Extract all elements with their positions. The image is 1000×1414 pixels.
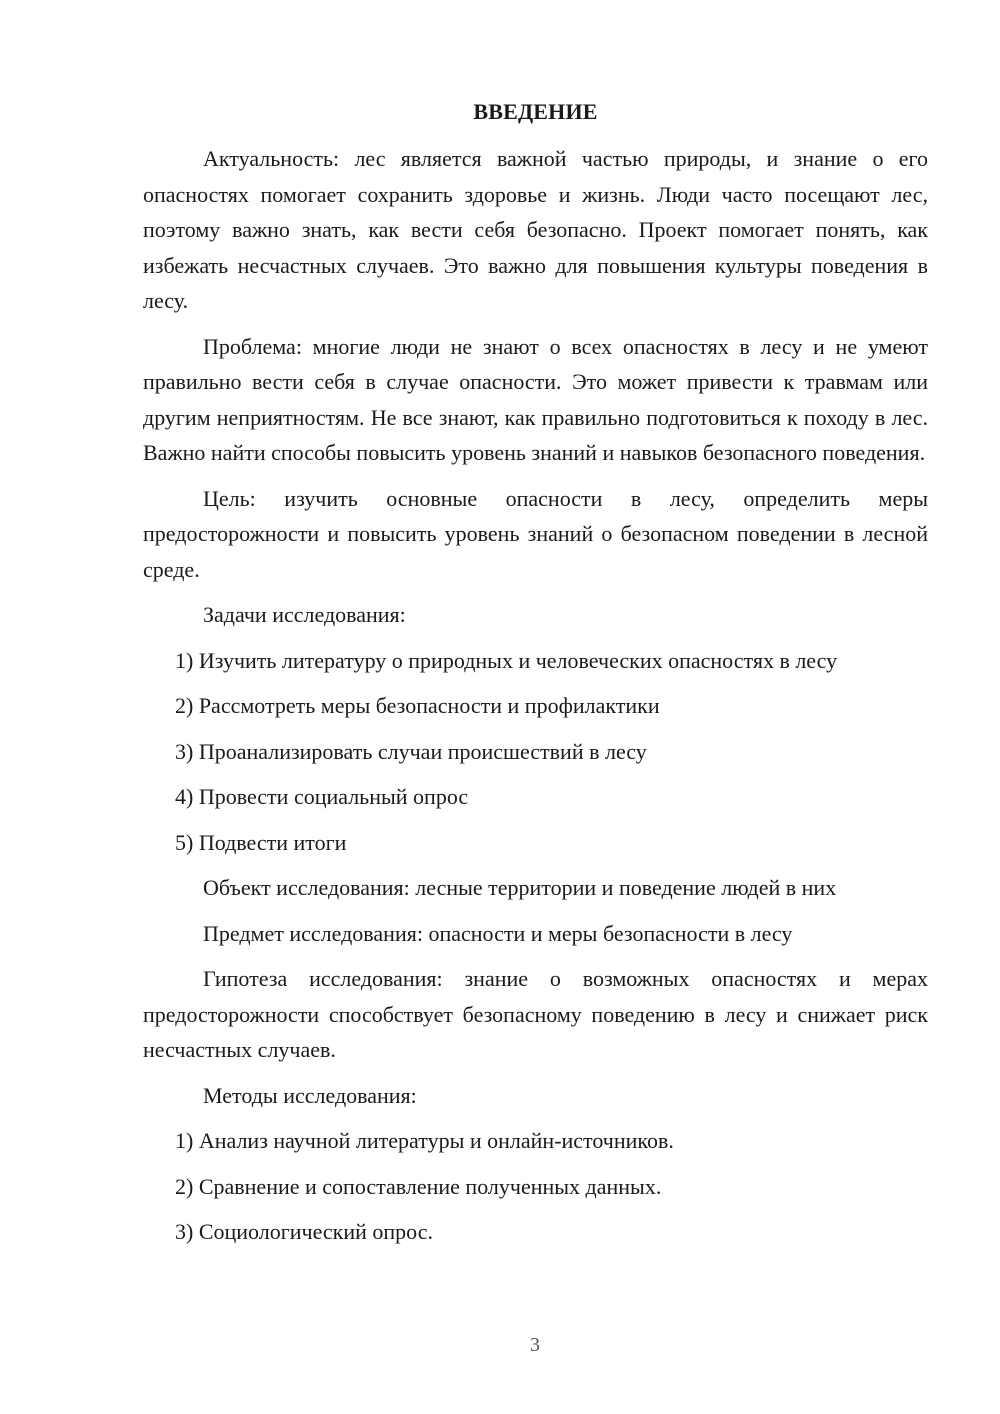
methods-list: [143, 1123, 928, 1250]
section-heading: ВВЕДЕНИЕ: [473, 99, 598, 124]
tasks-label: Задачи исследования:: [203, 602, 406, 627]
subject-line: Предмет исследования: опасности и меры безопасности в лесу: [203, 920, 793, 946]
object-line: Объект исследования: лесные территории и поведение людей в них: [203, 875, 837, 900]
task-item: 5) Подвести итоги: [175, 829, 347, 855]
task-item: 1) Изучить литературу о природных и человеческих опасностях в лесу: [175, 647, 838, 673]
task-item: 3) Проанализировать случаи происшествий в лесу: [175, 738, 647, 764]
task-item: 4) Провести социальный опрос: [175, 784, 469, 809]
tasks-list: [143, 643, 928, 861]
task-item: 2) Рассмотреть меры безопасности и профилактики: [175, 693, 660, 718]
relevance-paragraph: Актуальность: лес является важной частью природы, и знание о его опасностях помогает сохранить здоровье и жизнь. Люди часто посещают лес, поэтому важно знать, как вести себя безопасно. Проект помогает понять, как избежать несчастных случаев. Это важно для повышения культуры поведения в лесу.: [143, 146, 928, 313]
hypothesis-paragraph: Гипотеза исследования: знание о возможных опасностях и мерах предосторожности способствует безопасному поведению в лесу и снижает риск несчастных случаев.: [143, 966, 928, 1062]
method-item: 1) Анализ научной литературы и онлайн-источников.: [175, 1128, 674, 1153]
methods-label: Методы исследования:: [203, 1082, 417, 1108]
goal-paragraph: Цель: изучить основные опасности в лесу, определить меры предосторожности и повысить уровень знаний о безопасном поведении в лесной среде.: [143, 485, 928, 582]
method-item: 2) Сравнение и сопоставление полученных данных.: [175, 1173, 662, 1199]
page-number: 3: [530, 1334, 540, 1356]
problem-paragraph: Проблема: многие люди не знают о всех опасностях в лесу и не умеют правильно вести себя в случае опасности. Это может привести к травмам или другим неприятностям. Не все знают, как правильно подготовиться к походу в лес. Важно найти способы повысить уровень знаний и навыков безопасного поведения.: [143, 333, 928, 465]
page-content: [143, 94, 928, 1260]
method-item: 3) Социологический опрос.: [175, 1219, 433, 1244]
